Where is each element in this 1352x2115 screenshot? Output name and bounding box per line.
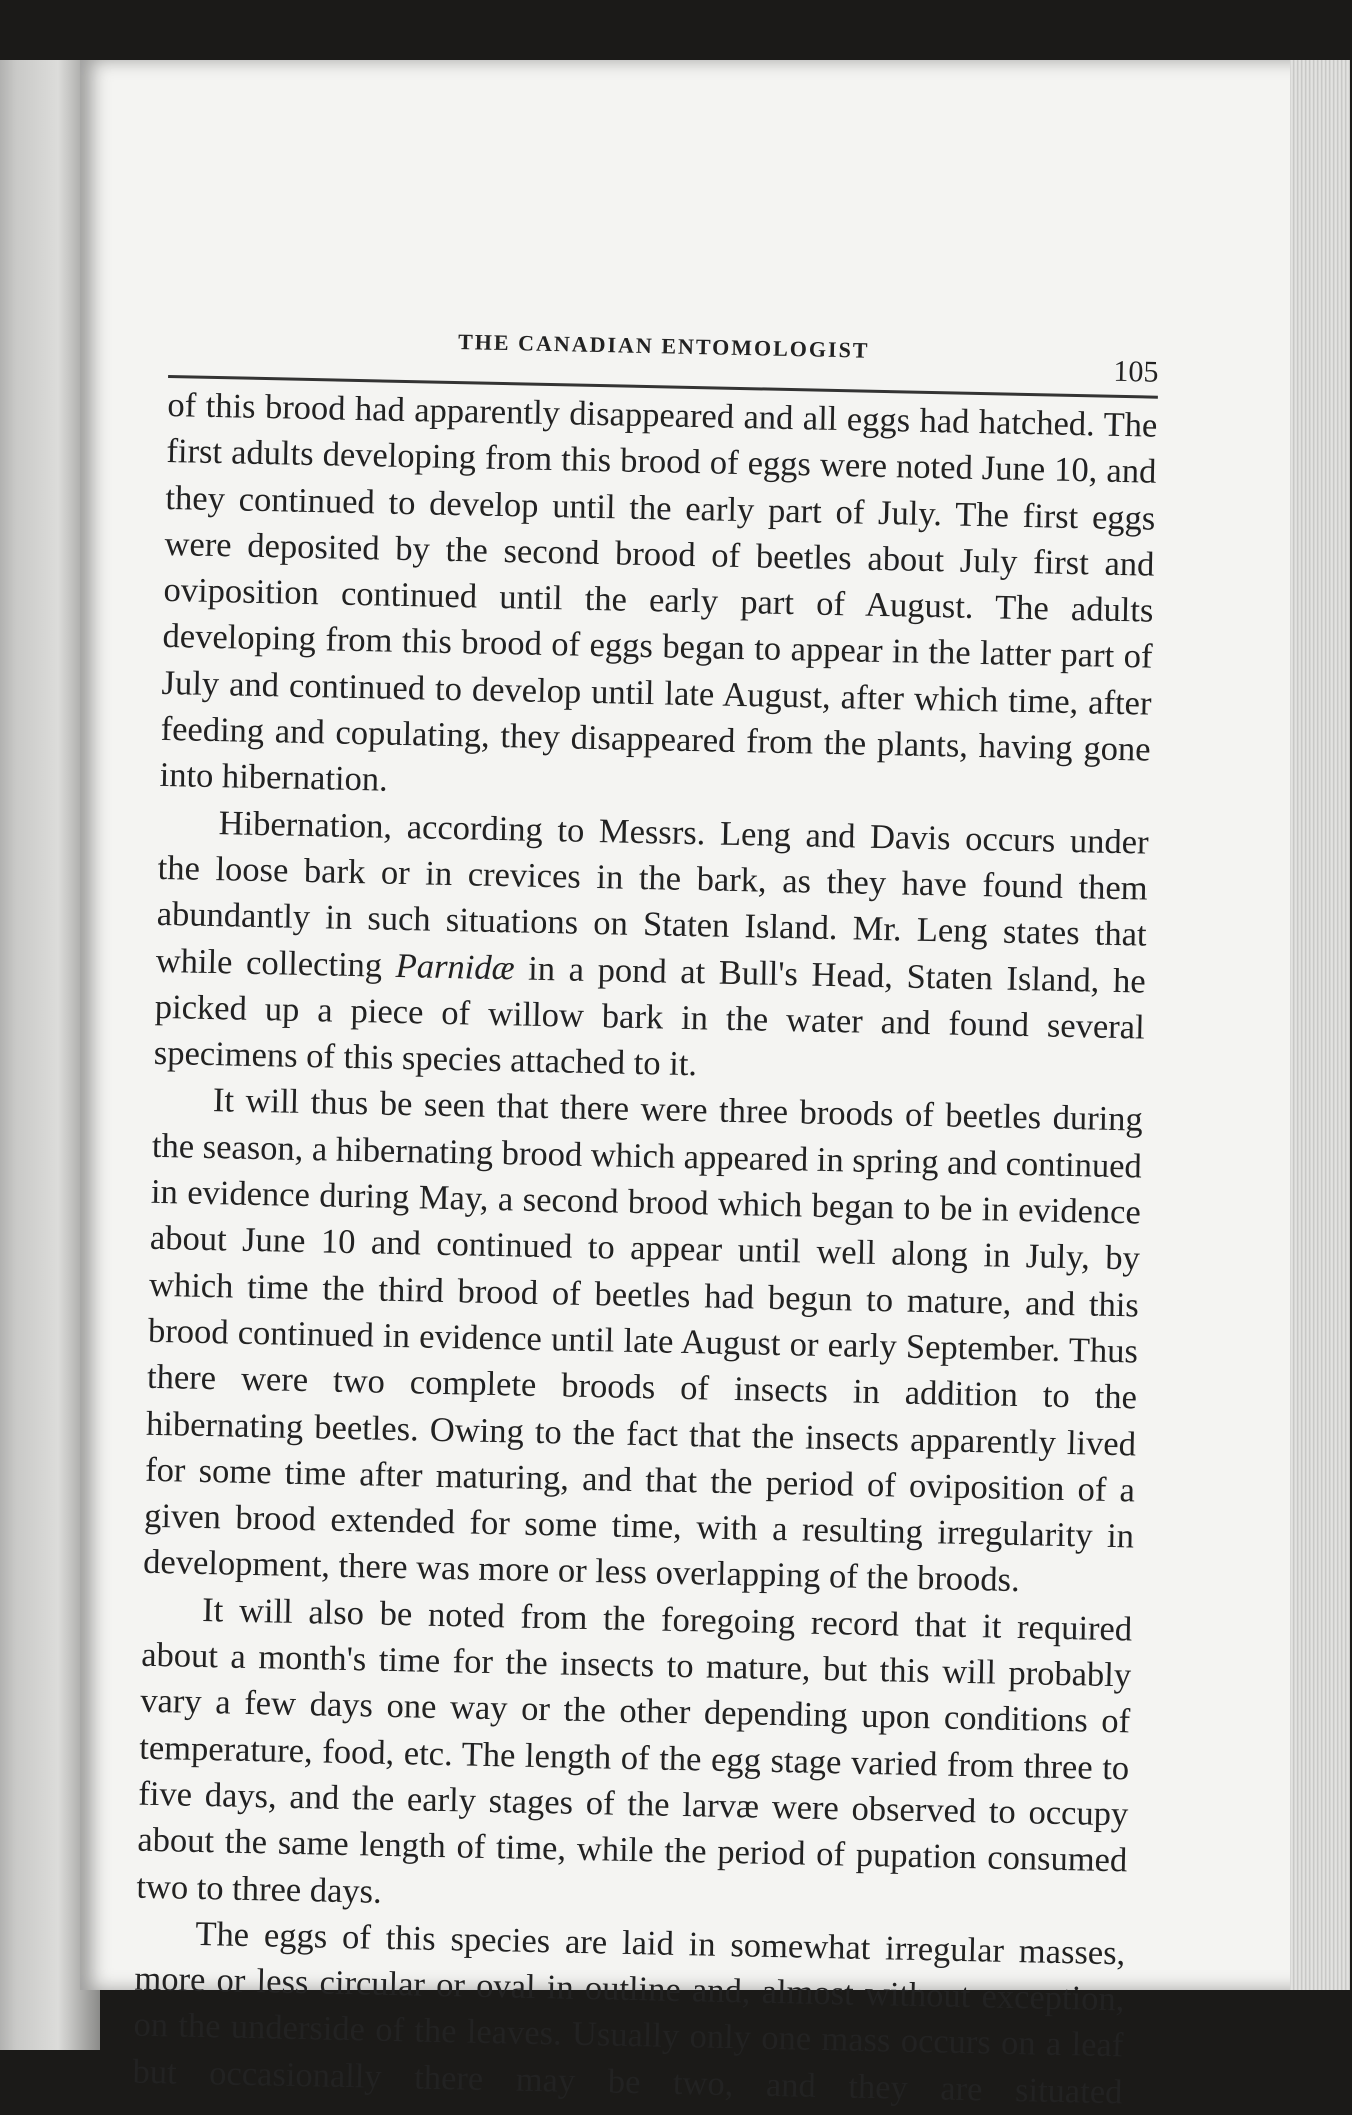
page-content xyxy=(132,285,1160,2115)
paragraph-4: It will also be noted from the foregoing record that it required about a month's time for the insects to mature, but this will probably vary a few days one way or the other depending upon conditions of temperature, food, etc. The length of the egg stage varied from three to five days, and the early stages of the larvæ were observed to occupy about the same length of time, while the period of pupation consumed two to three days. xyxy=(136,1590,1133,1911)
paragraph-1: of this brood had apparently disappeared and all eggs had hatched. The first adults developing from this brood of eggs were noted June 10, and they continued to develop until the early part of July. The first eggs were deposited by the second brood of beetles about July first and oviposition continued until the early part of August. The adults developing from this brood of eggs began to appear in the latter part of July and continued to develop until late August, after which time, after feeding and copulating, they disappeared from the plants, having gone into hibernation. xyxy=(159,385,1158,800)
page-header xyxy=(168,285,1160,399)
paragraph-3: It will thus be seen that there were three broods of beetles during the season, a hibernating brood which appeared in spring and continued in evidence during May, a second brood which began to be in evidence about June 10 and continued to appear until well along in July, by which time the third brood of beetles had begun to mature, and this brood continued in evidence until late August or early September. Thus there were two complete broods of insects in addition to the hibernating beetles. Owing to the fact that the insects apparently lived for some time after maturing, and that the period of oviposition of a given brood extended for some time, with a resulting irregularity in development, there was more or less overlapping of the broods. xyxy=(142,1081,1144,1600)
paragraph-2-text-before: Hibernation, according to Messrs. Leng and Davis occurs under the loose bark or in crevices in the bark, as they have found them abundantly in such situations on Staten Island. Mr. Leng states that while collecting xyxy=(155,803,1149,985)
paragraph-5: The eggs of this species are laid in somewhat irregular masses, more or less circular or oval in outline and, almost without exception, on the underside of the leaves. Usually only one mass occurs on a leaf but occasionally there may be two, and they are situated xyxy=(132,1914,1126,2112)
running-head: THE CANADIAN ENTOMOLOGIST xyxy=(457,329,870,363)
body-text xyxy=(132,382,1158,2115)
page-stack-edge xyxy=(1290,60,1350,1990)
paragraph-2 xyxy=(153,799,1149,1097)
taxon-name: Parnidæ xyxy=(395,946,516,987)
paragraph-2-text-after: in a pond at Bull's Head, Staten Island, he picked up a piece of willow bark in the water and found several specimens of this species attached to it. xyxy=(153,948,1147,1084)
page-number: 105 xyxy=(1113,354,1159,389)
